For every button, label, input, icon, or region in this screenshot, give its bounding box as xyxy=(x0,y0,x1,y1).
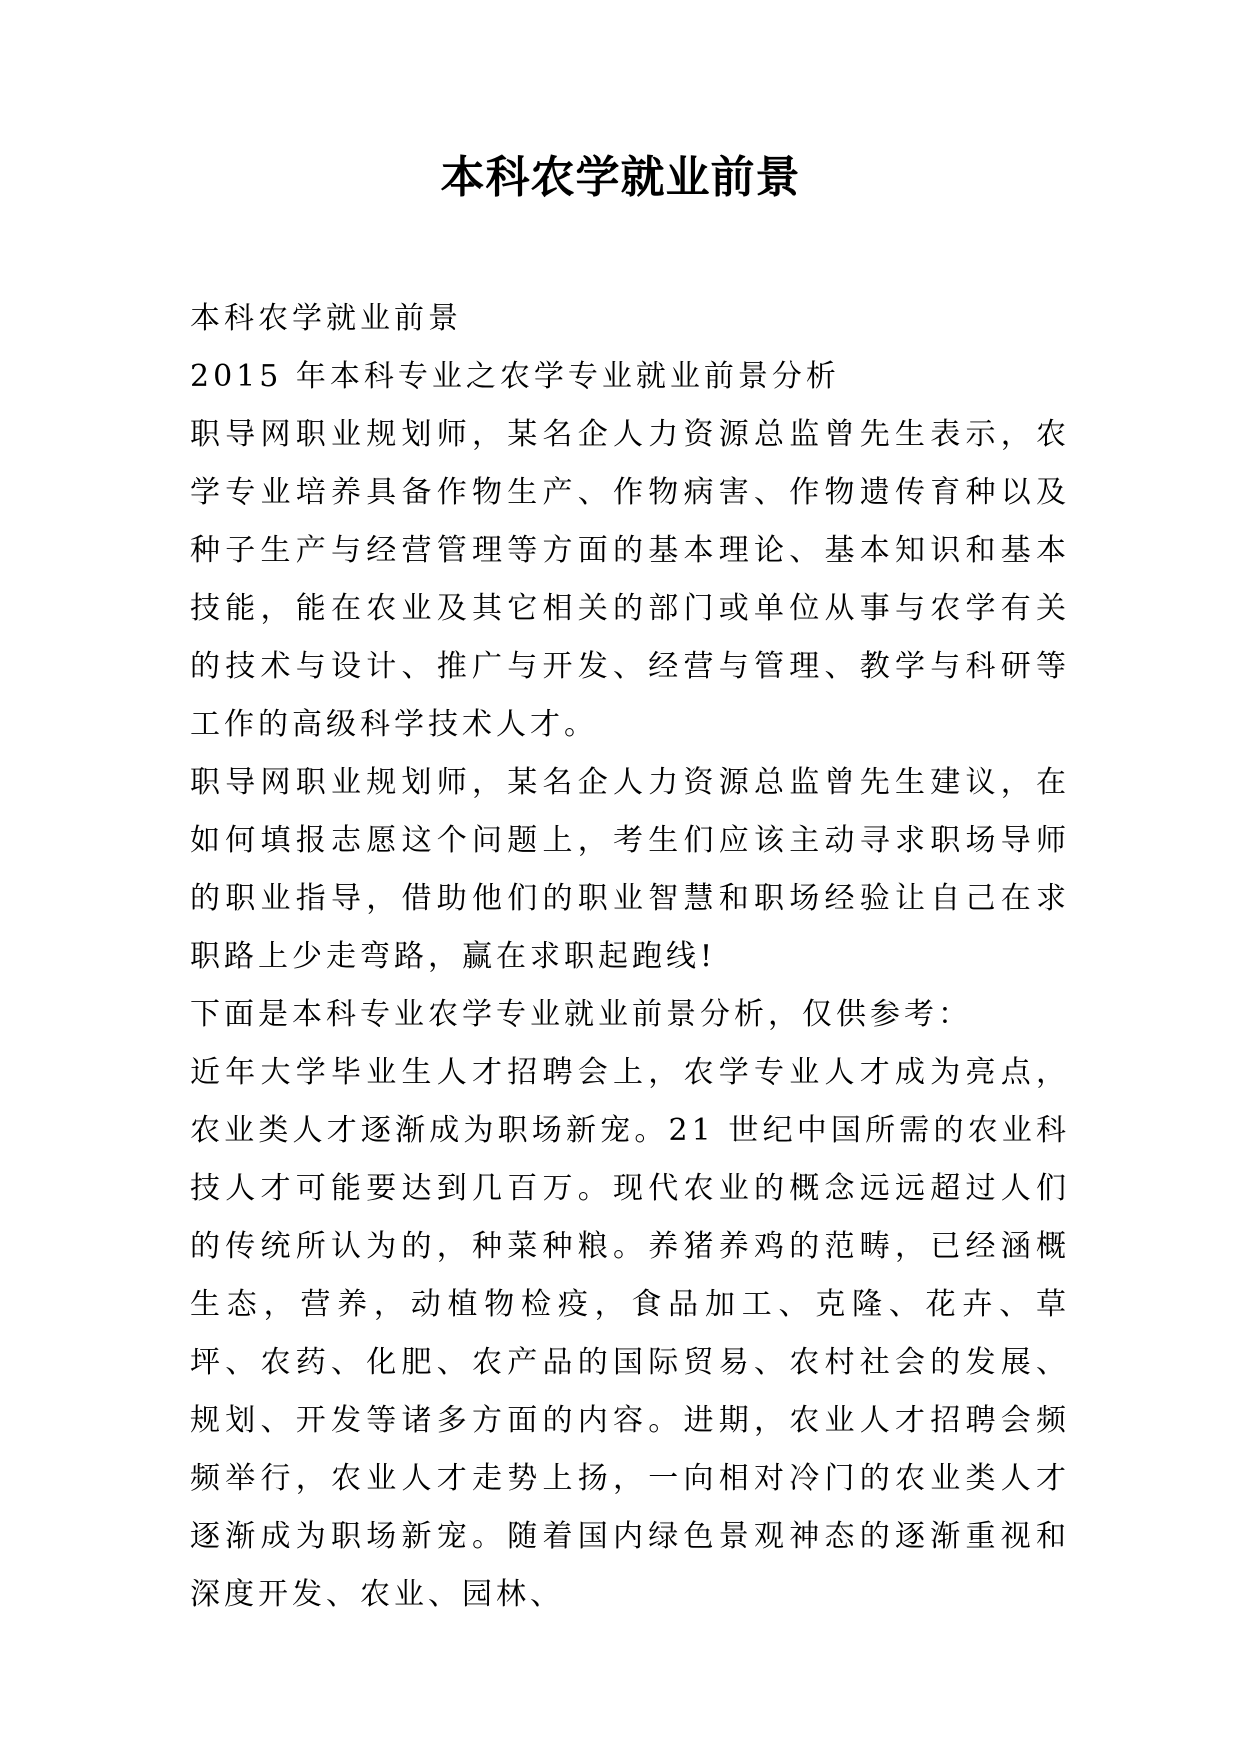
heading-paragraph: 2015 年本科专业之农学专业就业前景分析 xyxy=(190,359,840,394)
body-paragraph: 职导网职业规划师，某名企人力资源总监曾先生表示，农学专业培养具备作物生产、作物病害、作物遗传育种以及种子生产与经营管理等方面的基本理论、基本知识和基本技能，能在农业及其它相关的部门或单位从事与农学有关的技术与设计、推广与开发、经营与管理、教学与科研等工作的高级科学技术人才。 xyxy=(190,417,1070,742)
body-paragraph: 下面是本科专业农学专业就业前景分析，仅供参考： xyxy=(190,997,972,1032)
body-paragraph: 近年大学毕业生人才招聘会上，农学专业人才成为亮点，农业类人才逐渐成为职场新宠。21 世纪中国所需的农业科技人才可能要达到几百万。现代农业的概念远远超过人们的传统所认为的，种菜种粮。养猪养鸡的范畴，已经涵概生态，营养，动植物检疫，食品加工、克隆、花卉、草坪、农药、化肥、农产品的国际贸易、农村社会的发展、规划、开发等诸多方面的内容。进期，农业人才招聘会频频举行，农业人才走势上扬，一向相对冷门的农业类人才逐渐成为职场新宠。随着国内绿色景观神态的逐渐重视和深度开发、农业、园林、 xyxy=(190,1055,1070,1612)
document-body xyxy=(190,290,1070,1624)
document-title: 本科农学就业前景 xyxy=(440,152,801,203)
body-paragraph: 职导网职业规划师，某名企人力资源总监曾先生建议，在如何填报志愿这个问题上，考生们应该主动寻求职场导师的职业指导，借助他们的职业智慧和职场经验让自己在求职路上少走弯路，赢在求职起跑线! xyxy=(190,765,1070,974)
subtitle-paragraph: 本科农学就业前景 xyxy=(190,301,462,336)
